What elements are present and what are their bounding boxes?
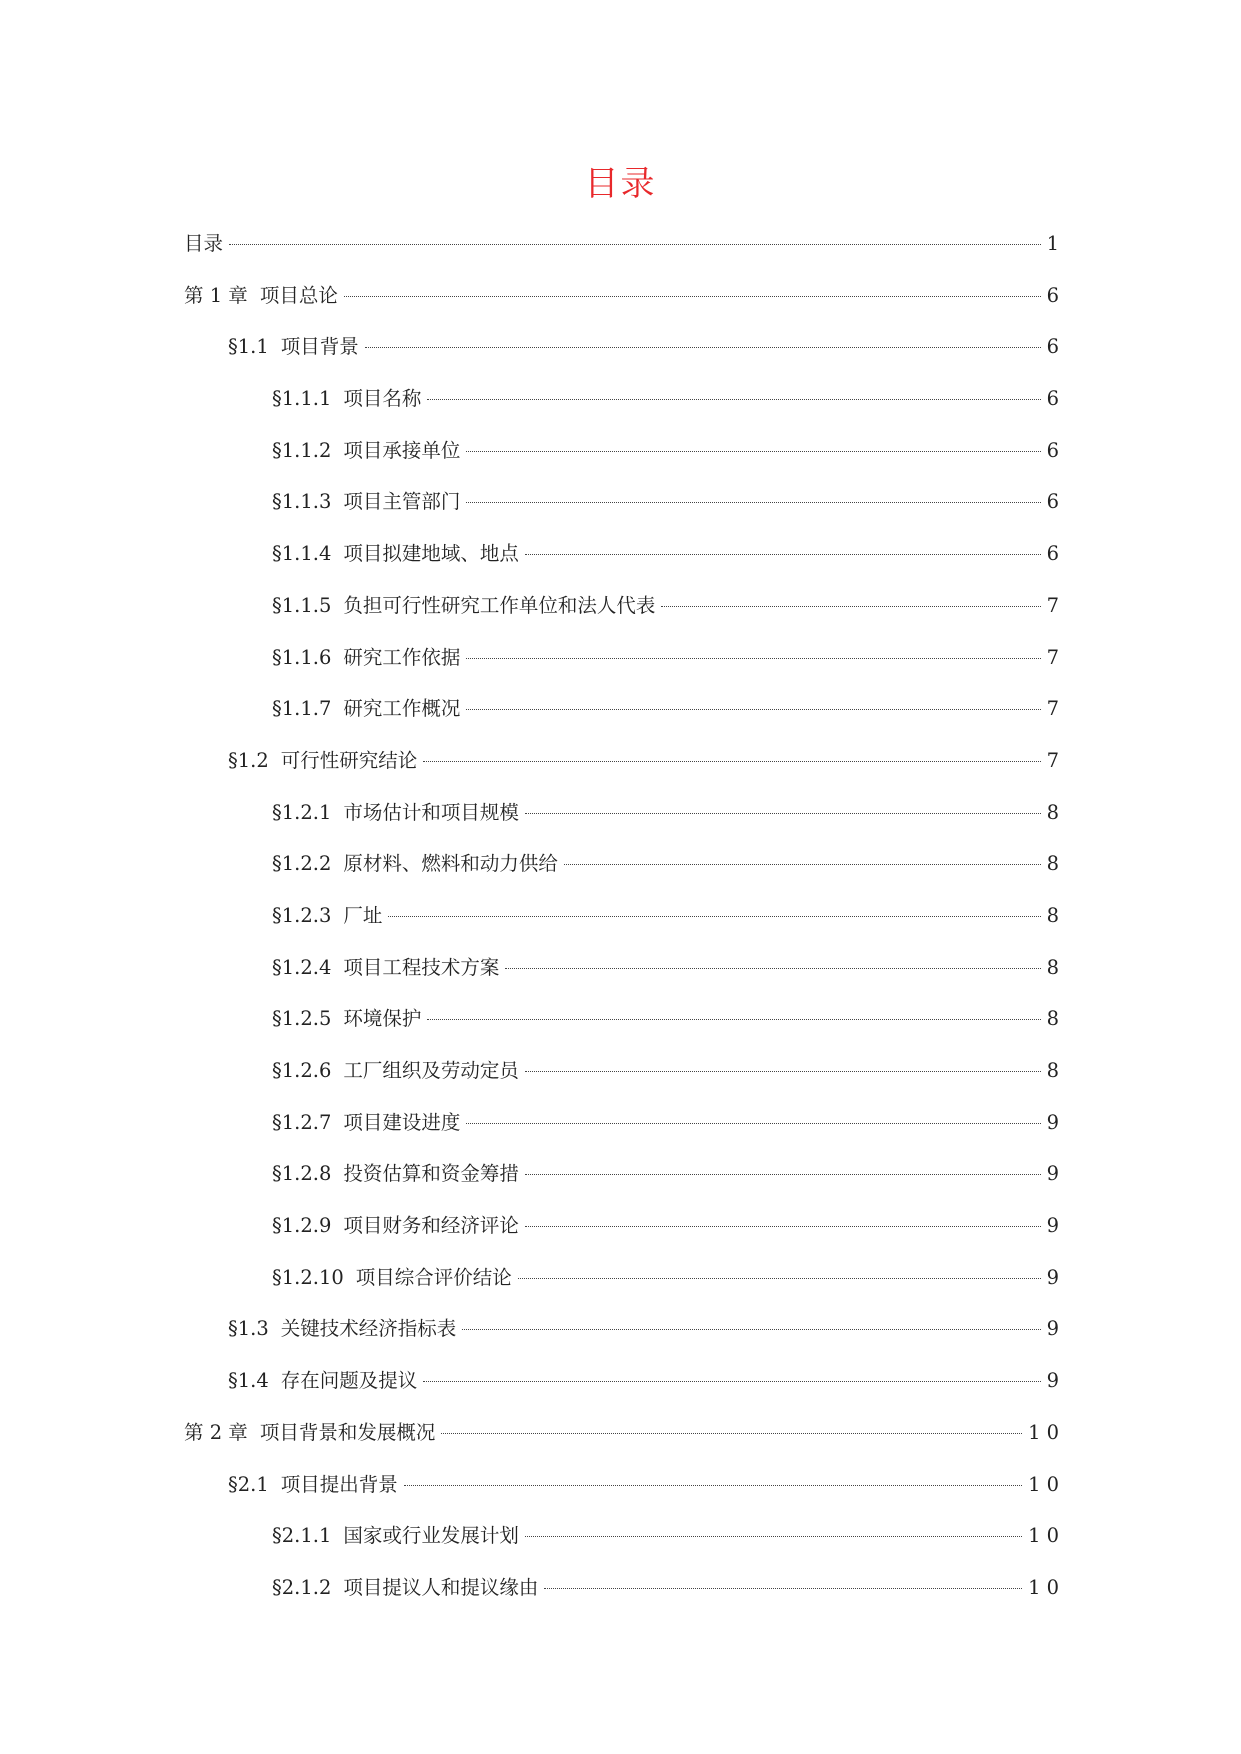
dot-leader [229, 244, 1041, 245]
dot-leader [365, 347, 1041, 348]
toc-entry[interactable] [184, 377, 1065, 429]
toc-entry-page-number: 6 [1046, 542, 1065, 566]
toc-entry-number: §1.1.5 [272, 593, 332, 617]
toc-entry-title: 项目名称 [343, 387, 422, 411]
toc-entry[interactable] [184, 1411, 1065, 1463]
toc-entry-title: 存在问题及提议 [280, 1369, 418, 1393]
toc-entry-number: §1.2 [228, 748, 269, 772]
toc-entry-page-number: 6 [1046, 283, 1065, 307]
dot-leader [427, 1019, 1040, 1020]
toc-entry[interactable] [184, 636, 1065, 688]
toc-entry-number: §2.1 [228, 1472, 269, 1496]
toc-entry[interactable] [184, 894, 1065, 946]
toc-entry[interactable] [184, 1049, 1065, 1101]
toc-entry-number: §1.1.7 [272, 697, 332, 721]
toc-entry-title: 项目背景 [280, 335, 359, 359]
dot-leader [544, 1588, 1022, 1589]
toc-entry-page-number: 9 [1046, 1369, 1065, 1393]
toc-entry-number: §1.2.8 [272, 1162, 332, 1186]
dot-leader [462, 1329, 1040, 1330]
toc-entry-title: 项目财务和经济评论 [343, 1214, 519, 1238]
dot-leader [388, 916, 1040, 917]
toc-entry[interactable] [184, 222, 1065, 274]
toc-entry-title: 项目建设进度 [343, 1110, 461, 1134]
toc-entry[interactable] [184, 946, 1065, 998]
toc-entry[interactable] [184, 842, 1065, 894]
dot-leader [466, 709, 1040, 710]
dot-leader [466, 502, 1040, 503]
toc-entry-number: §1.1.1 [272, 387, 332, 411]
toc-entry-page-number: 7 [1046, 697, 1065, 721]
toc-entry-title: 厂址 [343, 903, 383, 927]
toc-entry[interactable] [184, 1514, 1065, 1566]
toc-entry-page-number: 10 [1028, 1472, 1065, 1496]
toc-entry-number: §1.1.3 [272, 490, 332, 514]
dot-leader [525, 1174, 1041, 1175]
toc-entry-number: §1.1 [228, 335, 269, 359]
toc-entry-title: 投资估算和资金筹措 [343, 1162, 519, 1186]
dot-leader [525, 1071, 1041, 1072]
toc-entry-number: §1.4 [228, 1369, 269, 1393]
toc-entry[interactable] [184, 325, 1065, 377]
toc-entry[interactable] [184, 1463, 1065, 1515]
toc-entry[interactable] [184, 429, 1065, 481]
toc-entry-number: §1.2.4 [272, 955, 332, 979]
toc-entry-number: §1.2.3 [272, 903, 332, 927]
toc-entry[interactable] [184, 1101, 1065, 1153]
toc-entry-title: 负担可行性研究工作单位和法人代表 [343, 593, 656, 617]
dot-leader [525, 1536, 1022, 1537]
dot-leader [661, 606, 1040, 607]
toc-entry-number: §2.1.1 [272, 1524, 332, 1548]
toc-entry[interactable] [184, 1152, 1065, 1204]
toc-entry-number: §1.1.6 [272, 645, 332, 669]
toc-entry-number: §1.2.9 [272, 1214, 332, 1238]
toc-entry[interactable] [184, 1307, 1065, 1359]
toc-entry-page-number: 8 [1046, 852, 1065, 876]
toc-entry-page-number: 9 [1046, 1110, 1065, 1134]
toc-entry-page-number: 7 [1046, 593, 1065, 617]
toc-entry-number: §1.2.5 [272, 1007, 332, 1031]
toc-entry-page-number: 10 [1028, 1524, 1065, 1548]
toc-entry-page-number: 6 [1046, 335, 1065, 359]
toc-entry-title: 项目承接单位 [343, 438, 461, 462]
toc-entry-number: §1.2.7 [272, 1110, 332, 1134]
toc-entry[interactable] [184, 1359, 1065, 1411]
toc-entry-number: 第 2 章 [184, 1420, 248, 1444]
dot-leader [427, 399, 1040, 400]
dot-leader [505, 968, 1040, 969]
toc-entry-page-number: 8 [1046, 903, 1065, 927]
dot-leader [404, 1485, 1022, 1486]
toc-entry[interactable] [184, 791, 1065, 843]
toc-entry-page-number: 10 [1028, 1420, 1065, 1444]
toc-entry-page-number: 6 [1046, 490, 1065, 514]
toc-entry-number: §1.2.10 [272, 1265, 344, 1289]
toc-entry-title: 研究工作概况 [343, 697, 461, 721]
toc-entry-title: 研究工作依据 [343, 645, 461, 669]
page-title: 目录 [584, 164, 657, 204]
toc-entry-number: §1.1.2 [272, 438, 332, 462]
toc-entry-title: 市场估计和项目规模 [343, 800, 519, 824]
dot-leader [466, 451, 1040, 452]
toc-entry-title: 项目提议人和提议缘由 [343, 1575, 539, 1599]
toc-entry-page-number: 7 [1046, 748, 1065, 772]
dot-leader [344, 296, 1041, 297]
toc-entry-title: 项目总论 [259, 283, 338, 307]
toc-entry-number: §1.1.4 [272, 542, 332, 566]
toc-entry-title: 目录 [184, 232, 224, 255]
toc-entry-number: §2.1.2 [272, 1575, 332, 1599]
toc-entry[interactable] [184, 584, 1065, 636]
toc-entry[interactable] [184, 1566, 1065, 1618]
toc-entry-title: 项目综合评价结论 [355, 1265, 512, 1289]
toc-entry-title: 项目工程技术方案 [343, 955, 500, 979]
toc-entry-number: §1.2.6 [272, 1059, 332, 1082]
toc-entry-title: 环境保护 [343, 1007, 422, 1031]
toc-entry-page-number: 8 [1046, 955, 1065, 979]
toc-entry-title: 项目拟建地域、地点 [343, 542, 519, 566]
dot-leader [518, 1278, 1041, 1279]
toc-entry-page-number: 6 [1046, 438, 1065, 462]
toc-entry-page-number: 8 [1046, 800, 1065, 824]
dot-leader [441, 1433, 1022, 1434]
toc-entry-number: §1.2.1 [272, 800, 332, 824]
toc-entry-title: 原材料、燃料和动力供给 [343, 852, 558, 876]
toc-entry-title: 关键技术经济指标表 [280, 1317, 457, 1341]
toc-entry[interactable] [184, 997, 1065, 1049]
toc-entry-title: 工厂组织及劳动定员 [343, 1059, 519, 1082]
toc-entry[interactable] [184, 532, 1065, 584]
toc-entry[interactable] [184, 480, 1065, 532]
toc-entry[interactable] [184, 739, 1065, 791]
toc-entry-page-number: 7 [1046, 645, 1065, 669]
toc-entry-page-number: 9 [1046, 1265, 1065, 1289]
toc-entry[interactable] [184, 1256, 1065, 1308]
toc-entry-page-number: 6 [1046, 387, 1065, 411]
dot-leader [525, 554, 1041, 555]
toc-entry-page-number: 1 [1046, 232, 1065, 255]
toc-entry-page-number: 9 [1046, 1162, 1065, 1186]
toc-entry-title: 项目提出背景 [280, 1472, 398, 1496]
toc-entry-page-number: 8 [1046, 1059, 1065, 1082]
toc-entry[interactable] [184, 687, 1065, 739]
toc-entry-page-number: 10 [1028, 1575, 1065, 1599]
dot-leader [466, 658, 1040, 659]
toc-entry-page-number: 9 [1046, 1214, 1065, 1238]
table-of-contents [184, 222, 1065, 1618]
toc-entry-title: 项目主管部门 [343, 490, 461, 514]
toc-entry-number: 第 1 章 [184, 283, 248, 307]
dot-leader [466, 1123, 1040, 1124]
toc-entry-number: §1.2.2 [272, 852, 332, 876]
dot-leader [564, 864, 1041, 865]
toc-entry[interactable] [184, 274, 1065, 326]
toc-entry-number: §1.3 [228, 1317, 269, 1341]
toc-entry-title: 可行性研究结论 [280, 748, 418, 772]
dot-leader [423, 761, 1040, 762]
toc-entry-title: 国家或行业发展计划 [343, 1524, 519, 1548]
dot-leader [525, 813, 1041, 814]
dot-leader [423, 1381, 1040, 1382]
toc-entry-title: 项目背景和发展概况 [259, 1420, 436, 1444]
toc-entry-page-number: 8 [1046, 1007, 1065, 1031]
toc-entry-page-number: 9 [1046, 1317, 1065, 1341]
toc-entry[interactable] [184, 1204, 1065, 1256]
dot-leader [525, 1226, 1041, 1227]
